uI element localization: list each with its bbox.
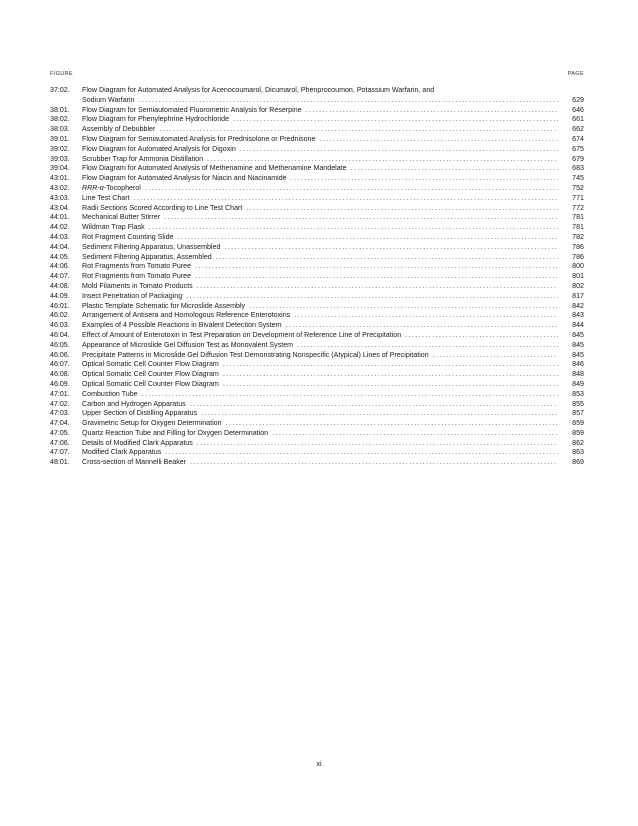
figure-number: 44:02. — [50, 223, 70, 232]
dot-leader — [240, 145, 558, 155]
figure-title — [82, 184, 141, 194]
toc-entry — [50, 321, 584, 331]
dot-leader — [201, 409, 558, 419]
list-of-figures — [50, 86, 584, 468]
page-number: 782 — [572, 232, 584, 241]
figure-title: Details of Modified Clark Apparatus — [82, 438, 193, 447]
figure-title: Quartz Reaction Tube and Filling for Oxygen Determination — [82, 428, 269, 437]
page-number: 629 — [572, 95, 584, 104]
figure-number: 47:06. — [50, 438, 70, 447]
figure-title: Optical Somatic Cell Counter Flow Diagram — [82, 360, 219, 369]
toc-entry — [50, 360, 584, 370]
figure-number: 44:05. — [50, 252, 70, 261]
figure-title: Rot Fragments from Tomato Puree — [82, 262, 192, 271]
figure-title: Scrubber Trap for Ammonia Distillation — [82, 154, 204, 163]
toc-entry — [50, 341, 584, 351]
page-number: 786 — [572, 252, 584, 261]
page-number: 842 — [572, 301, 584, 310]
dot-leader — [190, 400, 558, 410]
figure-title: Carbon and Hydrogen Apparatus — [82, 399, 186, 408]
figure-number: 47:02. — [50, 399, 70, 408]
figure-title: Assembly of Debubbler — [82, 125, 156, 134]
page-number: 683 — [572, 164, 584, 173]
page-number: 786 — [572, 242, 584, 251]
toc-entry — [50, 164, 584, 174]
dot-leader — [405, 331, 558, 341]
figure-title: Flow Diagram for Phenylephrine Hydrochloride — [82, 115, 230, 124]
figure-title: Line Test Chart — [82, 193, 130, 202]
page-column-header: PAGE — [567, 71, 584, 77]
page-number: 844 — [572, 321, 584, 330]
page-number: 859 — [572, 428, 584, 437]
toc-entry — [50, 213, 584, 223]
figure-number: 47:01. — [50, 389, 70, 398]
dot-leader — [223, 380, 558, 390]
page-number: 674 — [572, 134, 584, 143]
dot-leader — [159, 125, 558, 135]
dot-leader — [207, 155, 558, 165]
figure-title: Flow Diagram for Automated Analysis of Methenamine and Methenamine Mandelate — [82, 164, 347, 173]
figure-number: 46:09. — [50, 379, 70, 388]
figure-number: 44:04. — [50, 242, 70, 251]
page-number: 800 — [572, 262, 584, 271]
toc-entry — [50, 409, 584, 419]
toc-entry — [50, 458, 584, 468]
page-number: 869 — [572, 458, 584, 467]
page-number: 857 — [572, 409, 584, 418]
page-number: 862 — [572, 438, 584, 447]
toc-entry — [50, 448, 584, 458]
figure-number: 46:03. — [50, 321, 70, 330]
figure-number: 47:03. — [50, 409, 70, 418]
dot-leader — [216, 253, 558, 263]
dot-leader — [186, 292, 558, 302]
dot-leader — [433, 351, 558, 361]
page-number: 846 — [572, 360, 584, 369]
figure-title-text: Tocopherol — [106, 183, 141, 192]
page-number: 752 — [572, 183, 584, 192]
page-number: 855 — [572, 399, 584, 408]
dot-leader — [272, 429, 558, 439]
toc-entry — [50, 135, 584, 145]
figure-number: 43:01. — [50, 174, 70, 183]
figure-number: 46:05. — [50, 340, 70, 349]
toc-entry-continuation — [50, 96, 584, 106]
figure-title: Optical Somatic Cell Counter Flow Diagram — [82, 379, 219, 388]
figure-number: 44:06. — [50, 262, 70, 271]
toc-entry — [50, 292, 584, 302]
figure-title-italic-prefix: RRR-α- — [82, 183, 107, 192]
figure-title: Appearance of Microslide Gel Diffusion Test as Monovalent System — [82, 340, 294, 349]
toc-entry — [50, 390, 584, 400]
figure-title: Rot Fragment Counting Slide — [82, 232, 174, 241]
dot-leader — [233, 115, 558, 125]
figure-number: 46:02. — [50, 311, 70, 320]
dot-leader — [319, 135, 558, 145]
toc-entry — [50, 400, 584, 410]
figure-number: 44:08. — [50, 281, 70, 290]
page-number: 845 — [572, 350, 584, 359]
figure-title: Flow Diagram for Automated Analysis for Niacin and Niacinamide — [82, 174, 287, 183]
figure-number: 46:07. — [50, 360, 70, 369]
figure-title: Rot Fragments from Tomato Puree — [82, 272, 192, 281]
figure-number: 44:03. — [50, 232, 70, 241]
figure-title: Effect of Amount of Enterotoxin in Test Preparation on Development of Reference Line of Precipitation — [82, 330, 402, 339]
dot-leader — [297, 341, 558, 351]
dot-leader — [294, 311, 558, 321]
figure-title: Flow Diagram for Automated Analysis for Acenocoumarol, Dicumarol, Phenprocoumon, Potassium Warfarin, and — [82, 86, 435, 94]
figure-title: Mold Filaments in Tomato Products — [82, 281, 193, 290]
page-number: 679 — [572, 154, 584, 163]
toc-entry — [50, 145, 584, 155]
page-number: 849 — [572, 379, 584, 388]
toc-entry — [50, 194, 584, 204]
page-number: 646 — [572, 105, 584, 114]
toc-entry — [50, 155, 584, 165]
figure-title: Mechanical Butter Stirrer — [82, 213, 161, 222]
dot-leader — [249, 302, 558, 312]
figure-title: Optical Somatic Cell Counter Flow Diagram — [82, 370, 219, 379]
figure-number: 44:09. — [50, 291, 70, 300]
page-number: 661 — [572, 115, 584, 124]
toc-entry — [50, 253, 584, 263]
dot-leader — [286, 321, 558, 331]
figure-title-continuation: Sodium Warfarin — [82, 95, 135, 104]
figure-title: Arrangement of Antisera and Homologous Reference Enterotoxins — [82, 311, 291, 320]
toc-entry — [50, 174, 584, 184]
figure-number: 46:01. — [50, 301, 70, 310]
figure-number: 37:02. — [50, 86, 70, 94]
figure-title: Plastic Template Schematic for Microslide Assembly — [82, 301, 246, 310]
toc-entry — [50, 184, 584, 194]
figure-number: 43:04. — [50, 203, 70, 212]
figure-title: Flow Diagram for Automated Analysis for Digoxin — [82, 144, 236, 153]
figure-number: 46:08. — [50, 370, 70, 379]
dot-leader — [149, 223, 558, 233]
figure-number: 47:04. — [50, 419, 70, 428]
figure-number: 38:01. — [50, 105, 70, 114]
figure-number: 48:01. — [50, 458, 70, 467]
toc-entry — [50, 125, 584, 135]
toc-entry — [50, 429, 584, 439]
toc-entry — [50, 351, 584, 361]
page-number: 863 — [572, 448, 584, 457]
figure-number: 46:06. — [50, 350, 70, 359]
toc-entry — [50, 419, 584, 429]
figure-title: Radii Sections Scored According to Line Test Chart — [82, 203, 243, 212]
figure-number: 47:05. — [50, 428, 70, 437]
figure-title: Cross-section of Marinelli Beaker — [82, 458, 187, 467]
page-number: 772 — [572, 203, 584, 212]
toc-entry — [50, 302, 584, 312]
dot-leader — [195, 262, 558, 272]
figure-title: Upper Section of Distilling Apparatus — [82, 409, 198, 418]
figure-title: Insect Penetration of Packaging — [82, 291, 183, 300]
figure-title: Examples of 4 Possible Reactions in Bivalent Detection System — [82, 321, 282, 330]
figure-number: 39:04. — [50, 164, 70, 173]
page-number: 845 — [572, 330, 584, 339]
dot-leader — [351, 164, 558, 174]
figure-number: 44:07. — [50, 272, 70, 281]
figure-number: 44:01. — [50, 213, 70, 222]
page-number: 662 — [572, 125, 584, 134]
figure-number: 47:07. — [50, 448, 70, 457]
page-number: 675 — [572, 144, 584, 153]
toc-entry — [50, 106, 584, 116]
figure-title: Flow Diagram for Semiautomated Fluorometric Analysis for Reserpine — [82, 105, 302, 114]
dot-leader — [197, 282, 558, 292]
dot-leader — [223, 360, 558, 370]
toc-entry — [50, 311, 584, 321]
figure-title: Precipitate Patterns in Microslide Gel Diffusion Test Demonstrating Nonspecific (Atypical) Lines of Precipitation — [82, 350, 429, 359]
toc-entry — [50, 223, 584, 233]
page-number: 781 — [572, 223, 584, 232]
page-number: 801 — [572, 272, 584, 281]
dot-leader — [164, 213, 558, 223]
dot-leader — [165, 448, 558, 458]
dot-leader — [134, 194, 558, 204]
toc-entry — [50, 233, 584, 243]
figure-title: Flow Diagram for Semiautomated Analysis for Prednisolone or Prednisone — [82, 134, 316, 143]
figure-title: Sediment Filtering Apparatus, Assembled — [82, 252, 212, 261]
figure-column-header: FIGURE — [50, 71, 73, 77]
figure-title: Wildman Trap Flask — [82, 223, 145, 232]
dot-leader — [224, 243, 558, 253]
toc-entry — [50, 282, 584, 292]
toc-entry — [50, 243, 584, 253]
page-number: 771 — [572, 193, 584, 202]
dot-leader — [190, 458, 558, 468]
dot-leader — [145, 184, 558, 194]
figure-title: Sediment Filtering Apparatus, Unassembled — [82, 242, 221, 251]
toc-entry — [50, 439, 584, 449]
page-number: 845 — [572, 340, 584, 349]
page-number: 802 — [572, 281, 584, 290]
figure-number: 43:02. — [50, 183, 70, 192]
figure-number: 43:03. — [50, 193, 70, 202]
dot-leader — [195, 272, 558, 282]
figure-title: Gravimetric Setup for Oxygen Determination — [82, 419, 222, 428]
figure-number: 46:04. — [50, 330, 70, 339]
dot-leader — [226, 419, 558, 429]
page-number-footer: xi — [316, 761, 322, 768]
figure-number: 39:03. — [50, 154, 70, 163]
page-number: 843 — [572, 311, 584, 320]
figure-number: 39:02. — [50, 144, 70, 153]
toc-entry — [50, 331, 584, 341]
page-number: 817 — [572, 291, 584, 300]
toc-entry — [50, 370, 584, 380]
page-number: 745 — [572, 174, 584, 183]
figure-number: 38:03. — [50, 125, 70, 134]
toc-entry — [50, 204, 584, 214]
dot-leader — [291, 174, 558, 184]
dot-leader — [197, 439, 558, 449]
dot-leader — [246, 204, 558, 214]
page-number: 859 — [572, 419, 584, 428]
dot-leader — [139, 96, 558, 106]
page-number: 853 — [572, 389, 584, 398]
page-number: 781 — [572, 213, 584, 222]
dot-leader — [223, 370, 558, 380]
toc-entry — [50, 272, 584, 282]
page-number: 848 — [572, 370, 584, 379]
toc-entry — [50, 380, 584, 390]
toc-entry — [50, 115, 584, 125]
dot-leader — [306, 106, 558, 116]
figure-number: 39:01. — [50, 134, 70, 143]
figure-title: Combustion Tube — [82, 389, 138, 398]
toc-entry — [50, 86, 584, 96]
figure-number: 38:02. — [50, 115, 70, 124]
toc-entry — [50, 262, 584, 272]
dot-leader — [142, 390, 558, 400]
dot-leader — [177, 233, 558, 243]
figure-title: Modified Clark Apparatus — [82, 448, 162, 457]
